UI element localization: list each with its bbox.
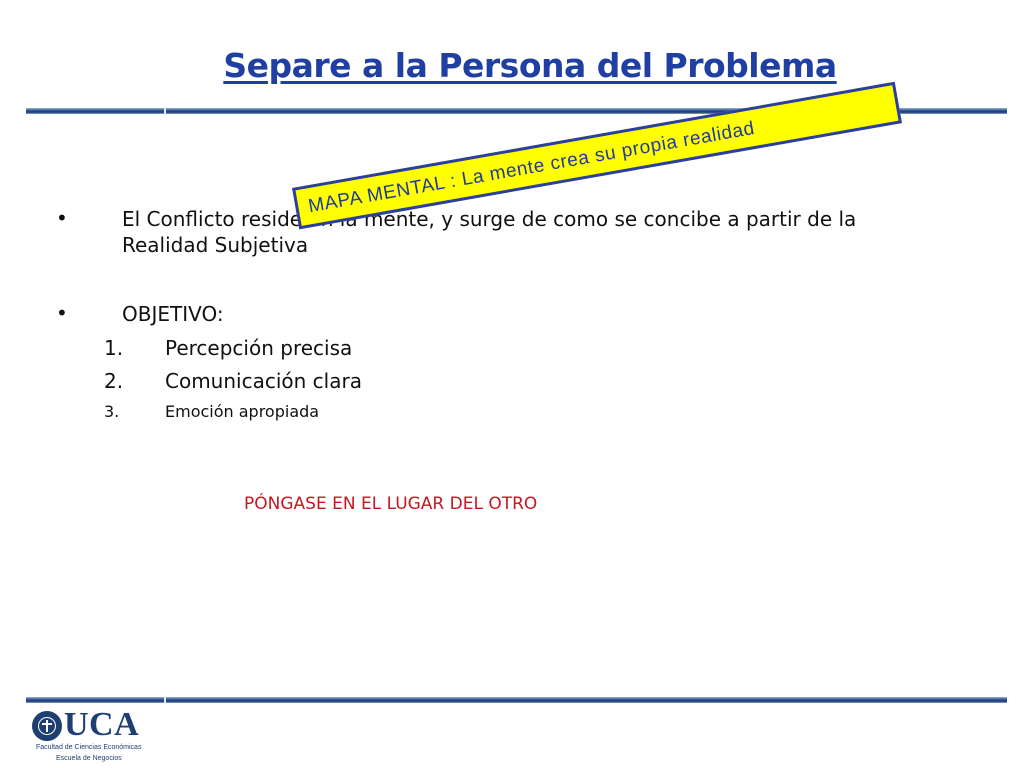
objective-number: 3. bbox=[104, 402, 120, 421]
bullet-icon: • bbox=[56, 206, 68, 230]
bottom-divider bbox=[26, 697, 1007, 703]
university-seal-icon bbox=[32, 711, 62, 741]
uca-logo bbox=[28, 708, 178, 766]
logo-wordmark: UCA bbox=[64, 706, 140, 743]
objective-text: Emoción apropiada bbox=[165, 402, 320, 421]
bullet-icon: • bbox=[56, 301, 68, 325]
slide-title: Separe a la Persona del Problema bbox=[223, 46, 837, 85]
objective-number: 1. bbox=[104, 336, 124, 360]
logo-faculty: Facultad de Ciencias Económicas bbox=[36, 744, 142, 751]
objective-number: 2. bbox=[104, 369, 124, 393]
objective-text: Comunicación clara bbox=[165, 369, 362, 393]
sticky-note-text: MAPA MENTAL : La mente crea su propia realidad bbox=[306, 117, 757, 218]
bullet-objetivo-text: OBJETIVO: bbox=[122, 302, 224, 326]
callout-text: PÓNGASE EN EL LUGAR DEL OTRO bbox=[244, 494, 538, 514]
objective-text: Percepción precisa bbox=[165, 336, 353, 360]
logo-school: Escuela de Negocios bbox=[56, 755, 122, 762]
bullet-conflict-text: El Conflicto reside en la mente, y surge de como se concibe a partir de la Realidad Subjetiva bbox=[122, 207, 857, 257]
